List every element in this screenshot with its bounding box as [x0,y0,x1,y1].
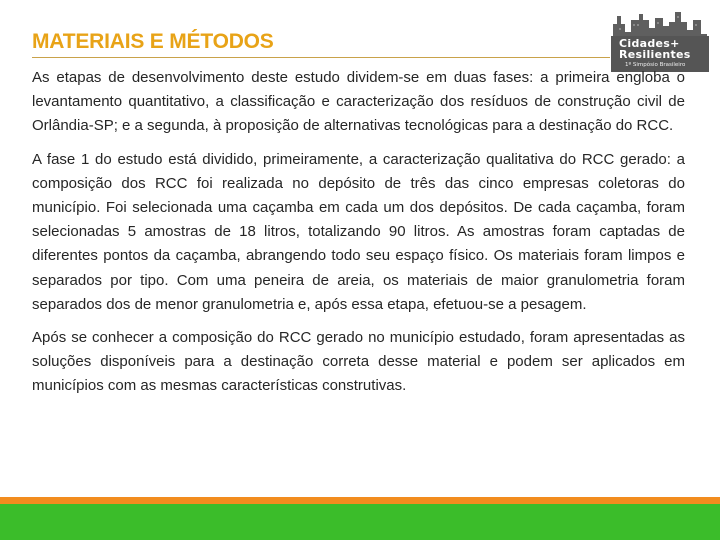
footer-orange-bar [0,497,720,504]
footer-green-bar [0,504,720,540]
cidades-resilientes-logo [611,10,709,72]
paragraph-1: As etapas de desenvolvimento deste estudo dividem-se em duas fases: a primeira engloba o levantamento quantitativo, a classificação e caracterização dos resíduos de construção civil de Orlândia-SP; e a segunda, à proposição de alternativas tecnológicas para a destinação do RCC. [32,69,685,135]
title-underline [32,57,610,58]
paragraph-3: Após se conhecer a composição do RCC gerado no município estudado, foram apresentadas as soluções disponíveis para a destinação correta desse material e podem ser aplicados em municípios com as mesmas características construtivas. [32,329,685,395]
body-text [32,66,685,408]
logo-line2: Resilientes [619,48,691,61]
paragraph-2: A fase 1 do estudo está dividido, primeiramente, a caracterização qualitativa do RCC gerado: a composição dos RCC foi realizada no depósito de três das cinco empresas coletoras do município. Foi selecionada uma caçamba em cada um dos depósitos. De cada caçamba, foram selecionadas 5 amostras de 18 litros, totalizando 90 litros. As amostras foram captadas de diferentes pontos da caçamba, abrangendo todo seu espaço físico. Os materiais foram limpos e separados por tipo. Com uma peneira de areia, os materiais de maior granulometria foram separados dos de menor granulometria e, após essa etapa, efetuou-se a pesagem. [32,150,685,313]
slide-title: MATERIAIS E MÉTODOS [32,30,274,53]
logo-wordmark [619,38,705,60]
logo-subtitle: 1º Simpósio Brasileiro [625,62,686,68]
logo-line1: Cidades+ [619,37,680,50]
